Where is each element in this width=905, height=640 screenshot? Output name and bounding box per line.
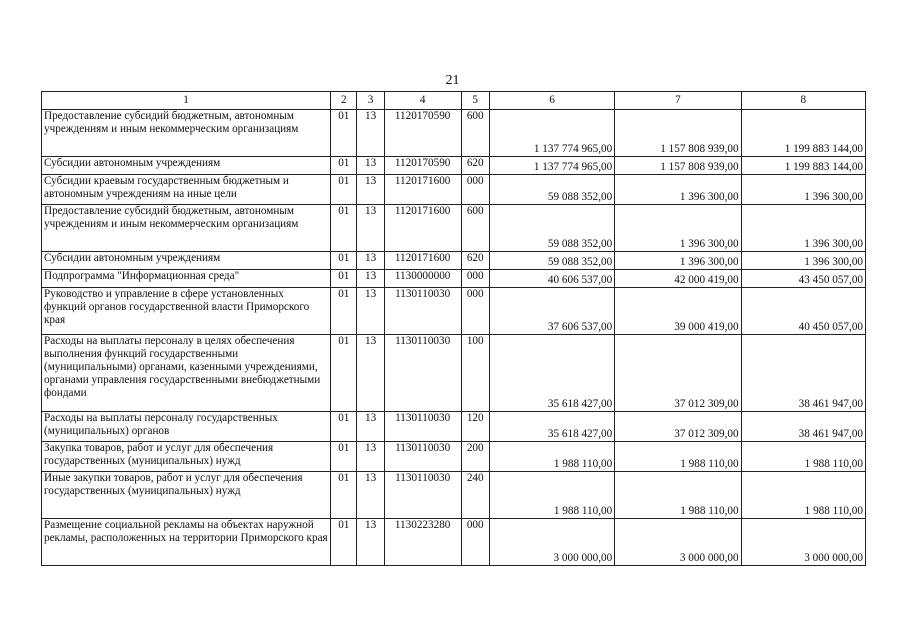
row-target-code: 1120171600 (384, 252, 461, 270)
row-amount-col6: 1 988 110,00 (489, 472, 614, 519)
page-number: 21 (445, 73, 460, 88)
row-target-code: 1120171600 (384, 175, 461, 205)
row-subsection-code: 13 (357, 412, 384, 442)
row-target-code: 1130110030 (384, 442, 461, 472)
row-section-code: 01 (331, 412, 357, 442)
row-name: Субсидии автономным учреждениям (42, 157, 331, 175)
table-row (42, 519, 866, 566)
row-section-code: 01 (331, 472, 357, 519)
row-name: Расходы на выплаты персоналу государственных (муниципальных) органов (42, 412, 331, 442)
row-name: Предоставление субсидий бюджетным, автономным учреждениям и иным некоммерческим организациям (42, 110, 331, 157)
row-section-code: 01 (331, 442, 357, 472)
header-col-3: 3 (357, 92, 384, 110)
row-amount-col7: 39 000 419,00 (615, 288, 741, 335)
header-col-6: 6 (489, 92, 614, 110)
row-amount-col6: 59 088 352,00 (489, 175, 614, 205)
table-row (42, 175, 866, 205)
row-amount-col6: 37 606 537,00 (489, 288, 614, 335)
row-amount-col7: 3 000 000,00 (615, 519, 741, 566)
row-amount-col7: 1 988 110,00 (615, 442, 741, 472)
row-amount-col7: 37 012 309,00 (615, 412, 741, 442)
row-amount-col7: 37 012 309,00 (615, 335, 741, 412)
table-body (42, 110, 866, 566)
row-amount-col8: 1 199 883 144,00 (741, 157, 865, 175)
header-col-1: 1 (42, 92, 331, 110)
row-expense-type-code: 620 (461, 157, 489, 175)
row-amount-col6: 59 088 352,00 (489, 205, 614, 252)
row-expense-type-code: 000 (461, 288, 489, 335)
row-amount-col7: 42 000 419,00 (615, 270, 741, 288)
row-amount-col6: 1 137 774 965,00 (489, 110, 614, 157)
header-col-5: 5 (461, 92, 489, 110)
table-row (42, 110, 866, 157)
row-section-code: 01 (331, 288, 357, 335)
row-subsection-code: 13 (357, 175, 384, 205)
row-subsection-code: 13 (357, 157, 384, 175)
row-section-code: 01 (331, 335, 357, 412)
row-name: Закупка товаров, работ и услуг для обеспечения государственных (муниципальных) нужд (42, 442, 331, 472)
row-name: Подпрограмма "Информационная среда" (42, 270, 331, 288)
row-name: Иные закупки товаров, работ и услуг для обеспечения государственных (муниципальных) нужд (42, 472, 331, 519)
row-subsection-code: 13 (357, 442, 384, 472)
table-row (42, 472, 866, 519)
row-amount-col7: 1 396 300,00 (615, 175, 741, 205)
row-target-code: 1130110030 (384, 472, 461, 519)
table-row (42, 335, 866, 412)
row-amount-col6: 3 000 000,00 (489, 519, 614, 566)
row-amount-col6: 35 618 427,00 (489, 412, 614, 442)
header-col-7: 7 (615, 92, 741, 110)
header-col-8: 8 (741, 92, 865, 110)
row-target-code: 1120170590 (384, 157, 461, 175)
row-amount-col8: 1 988 110,00 (741, 442, 865, 472)
row-amount-col7: 1 157 808 939,00 (615, 110, 741, 157)
table-row (42, 288, 866, 335)
row-section-code: 01 (331, 110, 357, 157)
row-section-code: 01 (331, 252, 357, 270)
table-row (42, 157, 866, 175)
row-amount-col8: 38 461 947,00 (741, 412, 865, 442)
table-header-row (42, 92, 866, 110)
table-row (42, 252, 866, 270)
row-subsection-code: 13 (357, 472, 384, 519)
table-row (42, 270, 866, 288)
row-subsection-code: 13 (357, 335, 384, 412)
row-section-code: 01 (331, 519, 357, 566)
table-row (42, 442, 866, 472)
row-subsection-code: 13 (357, 288, 384, 335)
row-amount-col8: 1 396 300,00 (741, 205, 865, 252)
row-amount-col7: 1 396 300,00 (615, 252, 741, 270)
header-col-4: 4 (384, 92, 461, 110)
table-row (42, 205, 866, 252)
row-amount-col8: 43 450 057,00 (741, 270, 865, 288)
row-amount-col7: 1 157 808 939,00 (615, 157, 741, 175)
row-amount-col6: 40 606 537,00 (489, 270, 614, 288)
row-target-code: 1120171600 (384, 205, 461, 252)
budget-table (41, 91, 866, 566)
row-name: Размещение социальной рекламы на объектах наружной рекламы, расположенных на территории Приморского края (42, 519, 331, 566)
row-target-code: 1120170590 (384, 110, 461, 157)
row-amount-col6: 59 088 352,00 (489, 252, 614, 270)
table-row (42, 412, 866, 442)
row-expense-type-code: 620 (461, 252, 489, 270)
row-amount-col6: 35 618 427,00 (489, 335, 614, 412)
row-amount-col8: 1 396 300,00 (741, 175, 865, 205)
row-expense-type-code: 600 (461, 205, 489, 252)
row-target-code: 1130110030 (384, 288, 461, 335)
row-target-code: 1130223280 (384, 519, 461, 566)
row-amount-col6: 1 137 774 965,00 (489, 157, 614, 175)
header-col-2: 2 (331, 92, 357, 110)
row-subsection-code: 13 (357, 252, 384, 270)
row-amount-col8: 3 000 000,00 (741, 519, 865, 566)
row-amount-col8: 40 450 057,00 (741, 288, 865, 335)
row-subsection-code: 13 (357, 110, 384, 157)
row-subsection-code: 13 (357, 270, 384, 288)
row-name: Расходы на выплаты персоналу в целях обеспечения выполнения функций государственными (муниципальными) органами, казенными учреждениями, органами управления государственными внебюджетными фондами (42, 335, 331, 412)
row-target-code: 1130000000 (384, 270, 461, 288)
row-section-code: 01 (331, 157, 357, 175)
row-name: Предоставление субсидий бюджетным, автономным учреждениям и иным некоммерческим организациям (42, 205, 331, 252)
row-amount-col8: 1 988 110,00 (741, 472, 865, 519)
row-expense-type-code: 000 (461, 270, 489, 288)
row-amount-col6: 1 988 110,00 (489, 442, 614, 472)
row-section-code: 01 (331, 270, 357, 288)
row-name: Руководство и управление в сфере установленных функций органов государственной власти Приморского края (42, 288, 331, 335)
row-amount-col7: 1 396 300,00 (615, 205, 741, 252)
row-name: Субсидии автономным учреждениям (42, 252, 331, 270)
row-amount-col8: 1 396 300,00 (741, 252, 865, 270)
row-expense-type-code: 240 (461, 472, 489, 519)
row-amount-col7: 1 988 110,00 (615, 472, 741, 519)
row-section-code: 01 (331, 205, 357, 252)
row-expense-type-code: 200 (461, 442, 489, 472)
row-expense-type-code: 600 (461, 110, 489, 157)
row-section-code: 01 (331, 175, 357, 205)
row-expense-type-code: 000 (461, 175, 489, 205)
row-target-code: 1130110030 (384, 335, 461, 412)
row-expense-type-code: 000 (461, 519, 489, 566)
row-amount-col8: 1 199 883 144,00 (741, 110, 865, 157)
row-subsection-code: 13 (357, 205, 384, 252)
row-name: Субсидии краевым государственным бюджетным и автономным учреждениям на иные цели (42, 175, 331, 205)
row-amount-col8: 38 461 947,00 (741, 335, 865, 412)
row-subsection-code: 13 (357, 519, 384, 566)
row-expense-type-code: 100 (461, 335, 489, 412)
row-expense-type-code: 120 (461, 412, 489, 442)
row-target-code: 1130110030 (384, 412, 461, 442)
